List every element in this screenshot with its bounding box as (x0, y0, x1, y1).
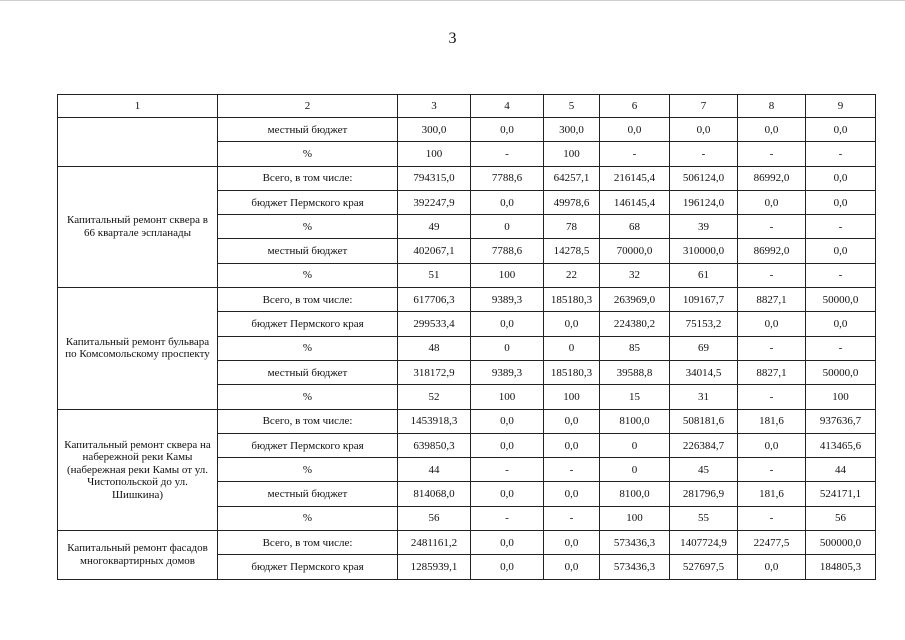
column-header: 4 (471, 95, 544, 118)
value-cell: 2481161,2 (398, 531, 471, 555)
value-cell: 181,6 (738, 482, 806, 506)
budget-table (57, 94, 876, 580)
value-cell: 100 (600, 506, 670, 530)
value-cell: 402067,1 (398, 239, 471, 263)
value-cell: 56 (398, 506, 471, 530)
value-cell: - (471, 142, 544, 166)
funding-source-cell: местный бюджет (218, 360, 398, 384)
funding-source-cell: местный бюджет (218, 239, 398, 263)
header-row (58, 95, 876, 118)
table-row (58, 166, 876, 190)
value-cell: 794315,0 (398, 166, 471, 190)
table-body (58, 95, 876, 580)
value-cell: 937636,7 (806, 409, 876, 433)
value-cell: 9389,3 (471, 288, 544, 312)
value-cell: 86992,0 (738, 239, 806, 263)
value-cell: - (806, 263, 876, 287)
value-cell: 0,0 (738, 555, 806, 579)
value-cell: 69 (670, 336, 738, 360)
value-cell: 196124,0 (670, 190, 738, 214)
table-row (58, 288, 876, 312)
value-cell: 78 (544, 215, 600, 239)
value-cell: - (670, 142, 738, 166)
value-cell: 0 (544, 336, 600, 360)
value-cell: 0,0 (806, 312, 876, 336)
value-cell: 226384,7 (670, 433, 738, 457)
value-cell: 68 (600, 215, 670, 239)
value-cell: 109167,7 (670, 288, 738, 312)
value-cell: - (471, 458, 544, 482)
value-cell: 32 (600, 263, 670, 287)
value-cell: - (738, 263, 806, 287)
value-cell: 506124,0 (670, 166, 738, 190)
column-header: 2 (218, 95, 398, 118)
value-cell: - (738, 142, 806, 166)
value-cell: - (600, 142, 670, 166)
value-cell: 1407724,9 (670, 531, 738, 555)
value-cell: 8827,1 (738, 360, 806, 384)
value-cell: 14278,5 (544, 239, 600, 263)
column-header: 9 (806, 95, 876, 118)
table-row (58, 409, 876, 433)
value-cell: 181,6 (738, 409, 806, 433)
value-cell: 392247,9 (398, 190, 471, 214)
value-cell: 310000,0 (670, 239, 738, 263)
value-cell: 7788,6 (471, 166, 544, 190)
value-cell: 51 (398, 263, 471, 287)
column-header: 7 (670, 95, 738, 118)
value-cell: 0,0 (544, 433, 600, 457)
value-cell: 50000,0 (806, 288, 876, 312)
value-cell: - (806, 215, 876, 239)
value-cell: 0,0 (738, 118, 806, 142)
funding-source-cell: бюджет Пермского края (218, 433, 398, 457)
value-cell: 300,0 (544, 118, 600, 142)
value-cell: 0,0 (544, 555, 600, 579)
value-cell: 100 (544, 385, 600, 409)
object-name-cell: Капитальный ремонт бульвара по Комсомольскому проспекту (58, 288, 218, 409)
value-cell: 56 (806, 506, 876, 530)
value-cell: 61 (670, 263, 738, 287)
value-cell: 15 (600, 385, 670, 409)
column-header: 5 (544, 95, 600, 118)
value-cell: 1453918,3 (398, 409, 471, 433)
funding-source-cell: бюджет Пермского края (218, 190, 398, 214)
value-cell: - (738, 336, 806, 360)
value-cell: - (738, 458, 806, 482)
value-cell: - (738, 385, 806, 409)
value-cell: 814068,0 (398, 482, 471, 506)
value-cell: 44 (806, 458, 876, 482)
value-cell: 0,0 (738, 433, 806, 457)
funding-source-cell: % (218, 142, 398, 166)
value-cell: 146145,4 (600, 190, 670, 214)
value-cell: 0 (471, 336, 544, 360)
value-cell: 0,0 (471, 555, 544, 579)
value-cell: 49 (398, 215, 471, 239)
value-cell: 0,0 (738, 190, 806, 214)
value-cell: 100 (471, 385, 544, 409)
value-cell: 0 (600, 458, 670, 482)
table-row (58, 118, 876, 142)
value-cell: 0,0 (471, 409, 544, 433)
funding-source-cell: Всего, в том числе: (218, 531, 398, 555)
value-cell: 50000,0 (806, 360, 876, 384)
value-cell: 224380,2 (600, 312, 670, 336)
value-cell: 263969,0 (600, 288, 670, 312)
value-cell: 508181,6 (670, 409, 738, 433)
value-cell: 0,0 (544, 482, 600, 506)
value-cell: 0,0 (471, 433, 544, 457)
value-cell: - (806, 336, 876, 360)
value-cell: 573436,3 (600, 531, 670, 555)
value-cell: 44 (398, 458, 471, 482)
value-cell: 22477,5 (738, 531, 806, 555)
value-cell: 8827,1 (738, 288, 806, 312)
funding-source-cell: % (218, 215, 398, 239)
value-cell: - (544, 458, 600, 482)
value-cell: 185180,3 (544, 288, 600, 312)
value-cell: 100 (398, 142, 471, 166)
value-cell: 318172,9 (398, 360, 471, 384)
value-cell: 1285939,1 (398, 555, 471, 579)
value-cell: 0,0 (738, 312, 806, 336)
value-cell: 0,0 (471, 312, 544, 336)
value-cell: 0,0 (544, 531, 600, 555)
value-cell: - (738, 506, 806, 530)
column-header: 6 (600, 95, 670, 118)
funding-source-cell: бюджет Пермского края (218, 312, 398, 336)
value-cell: 48 (398, 336, 471, 360)
value-cell: 75153,2 (670, 312, 738, 336)
value-cell: 85 (600, 336, 670, 360)
value-cell: 8100,0 (600, 409, 670, 433)
funding-source-cell: Всего, в том числе: (218, 288, 398, 312)
value-cell: 0,0 (471, 190, 544, 214)
value-cell: 86992,0 (738, 166, 806, 190)
value-cell: 524171,1 (806, 482, 876, 506)
value-cell: 0,0 (471, 531, 544, 555)
value-cell: 100 (544, 142, 600, 166)
value-cell: 413465,6 (806, 433, 876, 457)
value-cell: 45 (670, 458, 738, 482)
funding-source-cell: Всего, в том числе: (218, 166, 398, 190)
funding-source-cell: % (218, 263, 398, 287)
value-cell: 39 (670, 215, 738, 239)
value-cell: 0,0 (670, 118, 738, 142)
value-cell: 0,0 (806, 166, 876, 190)
value-cell: 299533,4 (398, 312, 471, 336)
funding-source-cell: % (218, 336, 398, 360)
value-cell: 0,0 (471, 118, 544, 142)
funding-source-cell: % (218, 385, 398, 409)
value-cell: - (471, 506, 544, 530)
value-cell: 39588,8 (600, 360, 670, 384)
object-name-cell: Капитальный ремонт сквера в 66 квартале эспланады (58, 166, 218, 287)
value-cell: 31 (670, 385, 738, 409)
column-header: 1 (58, 95, 218, 118)
value-cell: 0,0 (806, 190, 876, 214)
value-cell: 64257,1 (544, 166, 600, 190)
object-name-cell (58, 118, 218, 167)
value-cell: 639850,3 (398, 433, 471, 457)
value-cell: 184805,3 (806, 555, 876, 579)
page-number: 3 (448, 30, 457, 47)
value-cell: 8100,0 (600, 482, 670, 506)
value-cell: 52 (398, 385, 471, 409)
value-cell: 216145,4 (600, 166, 670, 190)
funding-source-cell: местный бюджет (218, 118, 398, 142)
value-cell: 0,0 (600, 118, 670, 142)
value-cell: 617706,3 (398, 288, 471, 312)
scan-edge-line (0, 0, 905, 1)
value-cell: 0,0 (544, 312, 600, 336)
value-cell: 100 (471, 263, 544, 287)
value-cell: 55 (670, 506, 738, 530)
funding-source-cell: % (218, 506, 398, 530)
value-cell: 49978,6 (544, 190, 600, 214)
value-cell: 0 (600, 433, 670, 457)
value-cell: 100 (806, 385, 876, 409)
value-cell: 0,0 (806, 118, 876, 142)
value-cell: 0,0 (544, 409, 600, 433)
value-cell: 7788,6 (471, 239, 544, 263)
value-cell: 0,0 (806, 239, 876, 263)
value-cell: 34014,5 (670, 360, 738, 384)
value-cell: 9389,3 (471, 360, 544, 384)
value-cell: 185180,3 (544, 360, 600, 384)
value-cell: 573436,3 (600, 555, 670, 579)
column-header: 3 (398, 95, 471, 118)
table-row (58, 531, 876, 555)
value-cell: 527697,5 (670, 555, 738, 579)
value-cell: 500000,0 (806, 531, 876, 555)
value-cell: 0 (471, 215, 544, 239)
funding-source-cell: Всего, в том числе: (218, 409, 398, 433)
value-cell: - (738, 215, 806, 239)
value-cell: - (544, 506, 600, 530)
column-header: 8 (738, 95, 806, 118)
value-cell: 22 (544, 263, 600, 287)
object-name-cell: Капитальный ремонт фасадов многоквартирных домов (58, 531, 218, 580)
value-cell: 281796,9 (670, 482, 738, 506)
object-name-cell: Капитальный ремонт сквера на набережной реки Камы (набережная реки Камы от ул. Чистопольской до ул. Шишкина) (58, 409, 218, 530)
value-cell: 70000,0 (600, 239, 670, 263)
value-cell: - (806, 142, 876, 166)
value-cell: 0,0 (471, 482, 544, 506)
funding-source-cell: % (218, 458, 398, 482)
value-cell: 300,0 (398, 118, 471, 142)
funding-source-cell: местный бюджет (218, 482, 398, 506)
funding-source-cell: бюджет Пермского края (218, 555, 398, 579)
